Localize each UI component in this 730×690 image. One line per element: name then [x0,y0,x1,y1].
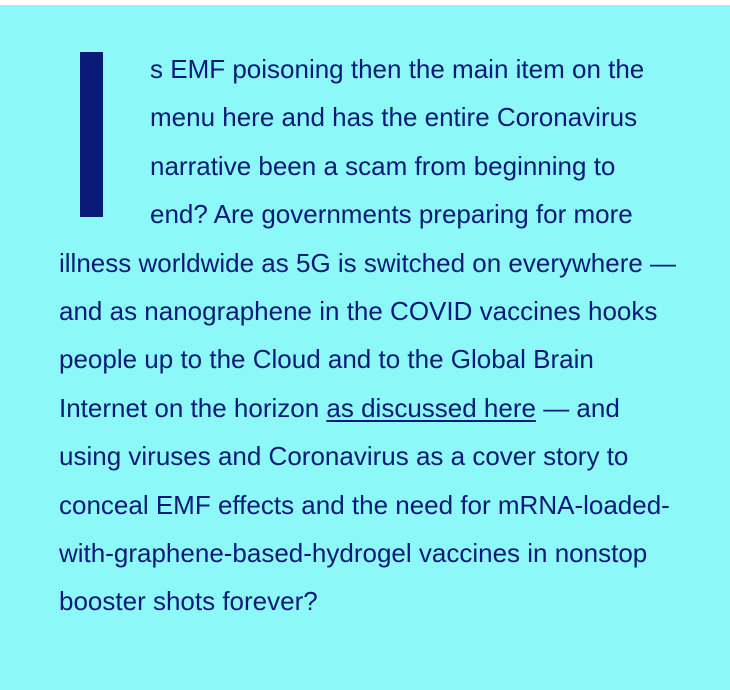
article-panel [0,5,730,690]
paragraph-text-start: s EMF poisoning then the main item on the menu here and has the entire Coronavirus narrative been a scam from beginning to end? Are governments preparing for more illness worldwide as 5G is switched on everywhere — and as nanographene in the COVID vaccines hooks people up to the Cloud and to the Global Brain Internet on the horizon [59,54,677,423]
drop-cap-letter-glyph [80,52,103,217]
article-paragraph [59,45,679,626]
paragraph-text-end: — and using viruses and Coronavirus as a cover story to conceal EMF effects and the need for mRNA-loaded-with-graphene-based-hydrogel vaccines in nonstop booster shots forever? [59,392,670,617]
drop-cap [59,45,150,233]
discussed-here-link[interactable]: as discussed here [326,392,536,423]
